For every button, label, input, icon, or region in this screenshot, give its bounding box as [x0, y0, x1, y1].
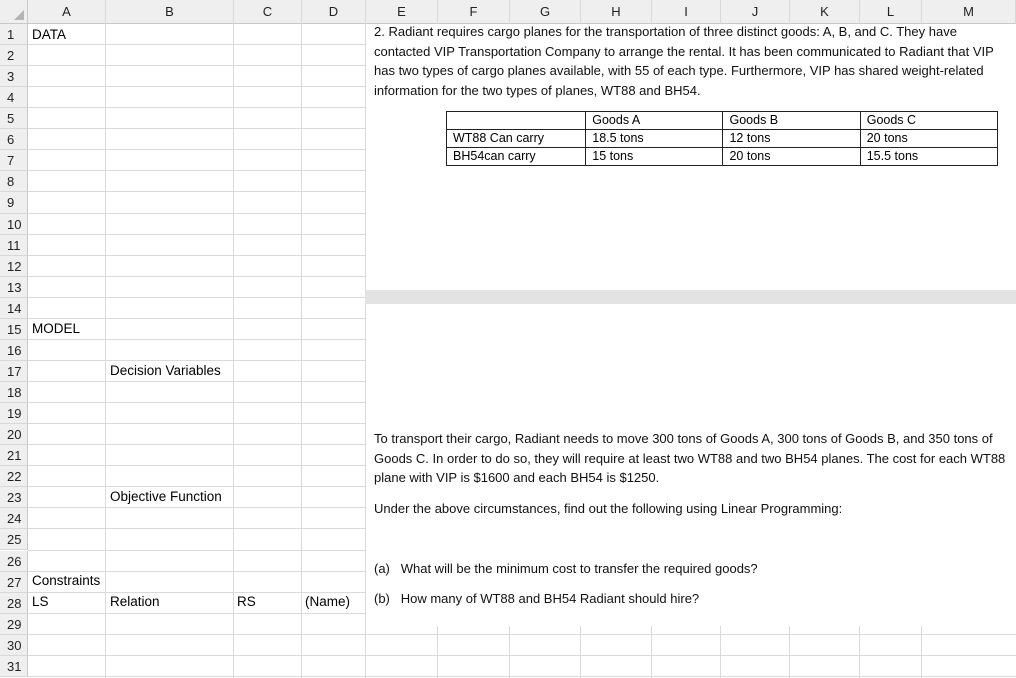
table-cell: 15.5 tons [860, 148, 997, 166]
question-b: (b) How many of WT88 and BH54 Radiant should hire? [374, 591, 700, 606]
row-header-7[interactable]: 7 [0, 150, 28, 171]
row-header-6[interactable]: 6 [0, 129, 28, 150]
problem-requirement: To transport their cargo, Radiant needs to move 300 tons of Goods A, 300 tons of Goods B, and 350 tons of Goods C. In order to do so, they will require at least two WT88 and two BH54 planes. The cost for each WT88 plane with VIP is $1600 and each BH54 is $1250. [374, 431, 1006, 485]
goods-capacity-table [446, 111, 998, 166]
column-header-j[interactable]: J [721, 0, 790, 24]
row-header-21[interactable]: 21 [0, 445, 28, 466]
column-gridline [105, 24, 106, 678]
cell-c28[interactable]: RS [237, 594, 256, 609]
problem-instruction: Under the above circumstances, find out the following using Linear Programming: [374, 501, 843, 516]
table-row-label: WT88 Can carry [447, 130, 586, 148]
image-separator [365, 290, 1016, 304]
cell-a15[interactable]: MODEL [32, 321, 81, 336]
row-header-9[interactable]: 9 [0, 192, 28, 213]
row-header-13[interactable]: 13 [0, 277, 28, 298]
column-header-h[interactable]: H [581, 0, 652, 24]
question-a: (a) What will be the minimum cost to transfer the required goods? [374, 561, 758, 576]
column-header-l[interactable]: L [860, 0, 922, 24]
column-header-b[interactable]: B [106, 0, 234, 24]
select-all-corner[interactable] [0, 0, 28, 24]
column-gridline [301, 24, 302, 678]
row-header-25[interactable]: 25 [0, 529, 28, 550]
row-header-4[interactable]: 4 [0, 87, 28, 108]
table-header-empty [447, 112, 586, 130]
cell-a27[interactable]: Constraints [32, 573, 101, 588]
row-header-1[interactable]: 1 [0, 24, 28, 45]
row-header-28[interactable]: 28 [0, 593, 28, 614]
row-header-30[interactable]: 30 [0, 635, 28, 656]
row-header-22[interactable]: 22 [0, 466, 28, 487]
row-header-20[interactable]: 20 [0, 424, 28, 445]
table-header-goods-a: Goods A [586, 112, 723, 130]
row-header-17[interactable]: 17 [0, 361, 28, 382]
row-header-8[interactable]: 8 [0, 171, 28, 192]
row-header-31[interactable]: 31 [0, 656, 28, 677]
row-header-5[interactable]: 5 [0, 108, 28, 129]
row-header-2[interactable]: 2 [0, 45, 28, 66]
row-header-12[interactable]: 12 [0, 256, 28, 277]
column-header-c[interactable]: C [234, 0, 302, 24]
row-header-14[interactable]: 14 [0, 298, 28, 319]
row-header-3[interactable]: 3 [0, 66, 28, 87]
row-header-16[interactable]: 16 [0, 340, 28, 361]
problem-intro: 2. Radiant requires cargo planes for the transportation of three distinct goods: A, B, and C. They have contacted VIP Transportation Company to arrange the rental. It has been communicated to Radiant that VIP has two types of cargo planes available, with 55 of each type. Furthermore, VIP has shared weight-related information for the two types of planes, WT88 and BH54. [374, 24, 994, 98]
column-header-e[interactable]: E [366, 0, 438, 24]
column-header-d[interactable]: D [302, 0, 366, 24]
row-gridline [28, 655, 1016, 656]
row-gridline [28, 676, 1016, 677]
table-cell: 12 tons [723, 130, 860, 148]
cell-b28[interactable]: Relation [110, 594, 160, 609]
row-header-15[interactable]: 15 [0, 319, 28, 340]
cell-a1[interactable]: DATA [32, 27, 67, 42]
table-cell: 18.5 tons [586, 130, 723, 148]
problem-image-bottom [366, 304, 1016, 626]
table-header-goods-b: Goods B [723, 112, 860, 130]
row-header-26[interactable]: 26 [0, 551, 28, 572]
cell-a28[interactable]: LS [32, 594, 49, 609]
row-header-24[interactable]: 24 [0, 508, 28, 529]
column-header-g[interactable]: G [510, 0, 581, 24]
column-header-f[interactable]: F [438, 0, 510, 24]
column-header-k[interactable]: K [790, 0, 860, 24]
column-header-i[interactable]: I [652, 0, 721, 24]
table-header-goods-c: Goods C [860, 112, 997, 130]
row-header-19[interactable]: 19 [0, 403, 28, 424]
column-gridline [233, 24, 234, 678]
cell-b23[interactable]: Objective Function [110, 489, 222, 504]
row-header-23[interactable]: 23 [0, 487, 28, 508]
table-row-label: BH54can carry [447, 148, 586, 166]
table-cell: 15 tons [586, 148, 723, 166]
column-header-m[interactable]: M [922, 0, 1016, 24]
row-header-10[interactable]: 10 [0, 214, 28, 235]
row-header-18[interactable]: 18 [0, 382, 28, 403]
table-cell: 20 tons [723, 148, 860, 166]
cell-d28[interactable]: (Name) [305, 594, 351, 609]
column-header-a[interactable]: A [28, 0, 106, 24]
cell-b17[interactable]: Decision Variables [110, 363, 221, 378]
row-header-29[interactable]: 29 [0, 614, 28, 635]
table-cell: 20 tons [860, 130, 997, 148]
row-header-27[interactable]: 27 [0, 572, 28, 593]
row-gridline [28, 634, 1016, 635]
problem-image-top [366, 24, 1016, 290]
row-header-11[interactable]: 11 [0, 235, 28, 256]
